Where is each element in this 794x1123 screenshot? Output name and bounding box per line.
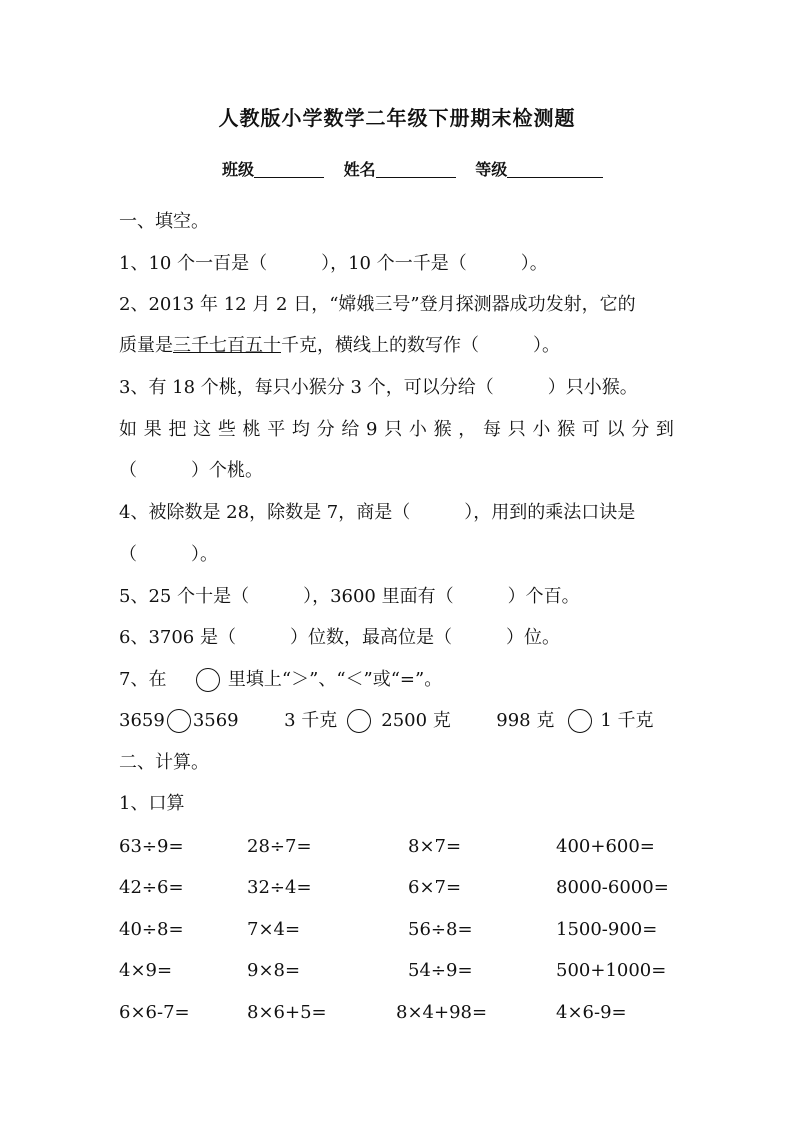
question-7	[119, 668, 442, 692]
question-3-line3: （ ）个桃。	[119, 460, 263, 481]
calc-item: 8000-6000=	[556, 877, 669, 898]
q3-char: 如	[119, 419, 137, 440]
question-2-line1: 2、2013 年 12 月 2 日，“嫦娥三号”登月探测器成功发射，它的	[119, 294, 636, 315]
calc-item: 4×6-9=	[556, 1002, 627, 1023]
q3-char: 均	[291, 419, 310, 440]
q3-char: 给	[341, 419, 360, 440]
question-3-line2	[119, 418, 674, 442]
name-label: 姓名	[343, 160, 376, 179]
section1-heading: 一、填空。	[119, 211, 209, 232]
question-6: 6、3706 是（ ）位数，最高位是（ ）位。	[119, 627, 560, 648]
calc-item: 8×6+5=	[247, 1002, 327, 1023]
compare-row	[119, 709, 654, 733]
q3-char: 平	[267, 419, 286, 440]
compare-1-left: 3659	[119, 710, 165, 731]
compare-2-circle[interactable]	[347, 709, 371, 733]
student-info-line	[222, 157, 617, 180]
calc-item: 32÷4=	[247, 877, 312, 898]
question-5: 5、25 个十是（ ），3600 里面有（ ）个百。	[119, 586, 580, 607]
q3-char: 果	[143, 419, 162, 440]
calc-item: 8×7=	[408, 836, 462, 857]
q7-post: 里填上“＞”、“＜”或“=”。	[227, 669, 443, 690]
calc-item: 6×7=	[408, 877, 462, 898]
question-3-line1: 3、有 18 个桃，每只小猴分 3 个，可以分给（ ）只小猴。	[119, 377, 638, 398]
q3-char: 桃	[242, 419, 261, 440]
q3-char: 只	[384, 419, 403, 440]
compare-2-left: 3 千克	[284, 710, 338, 731]
calc-item: 42÷6=	[119, 877, 184, 898]
class-label: 班级	[222, 160, 255, 179]
q3-char: 以	[606, 419, 625, 440]
q2-pre: 质量是	[119, 335, 173, 356]
page-title: 人教版小学数学二年级下册期末检测题	[218, 106, 576, 130]
question-4-line1: 4、被除数是 28，除数是 7，商是（ ），用到的乘法口诀是	[119, 502, 636, 523]
q3-char: 小	[408, 419, 427, 440]
grade-label: 等级	[475, 160, 508, 179]
calc-item: 63÷9=	[119, 836, 184, 857]
calc-item: 54÷9=	[408, 960, 473, 981]
calc-item: 1500-900=	[556, 919, 658, 940]
q3-char: 猴	[557, 419, 576, 440]
compare-3-right: 1 千克	[600, 710, 654, 731]
q3-char: 分	[316, 419, 335, 440]
q2-underlined-number: 三千七百五十	[173, 335, 281, 356]
question-1: 1、10 个一百是（ ），10 个一千是（ ）。	[119, 253, 548, 274]
grade-blank[interactable]	[507, 161, 603, 178]
q3-char: 每	[483, 419, 501, 440]
calc-item: 56÷8=	[408, 919, 473, 940]
compare-3-circle[interactable]	[568, 709, 592, 733]
compare-1-right: 3569	[192, 710, 239, 731]
calc-item: 8×4+98=	[396, 1002, 488, 1023]
q3-char: 可	[581, 419, 600, 440]
q3-char: 小	[532, 419, 551, 440]
calc-item: 40÷8=	[119, 919, 184, 940]
circle-icon	[196, 668, 220, 692]
calc-item: 400+600=	[556, 836, 655, 857]
calc-item: 4×9=	[119, 960, 173, 981]
compare-3-left: 998 克	[496, 710, 555, 731]
q3-char: ，	[458, 419, 477, 440]
q3-char: 分	[631, 419, 650, 440]
q2-post: 千克，横线上的数写作（ ）。	[281, 335, 560, 356]
q3-char: 到	[655, 419, 674, 440]
calc-item: 9×8=	[247, 960, 301, 981]
q3-char: 只	[507, 419, 526, 440]
name-blank[interactable]	[376, 161, 456, 178]
class-blank[interactable]	[254, 161, 324, 178]
calc-item: 28÷7=	[247, 836, 312, 857]
calc-item: 500+1000=	[556, 960, 667, 981]
q3-char: 9	[366, 419, 378, 440]
section2-heading: 二、计算。	[119, 752, 209, 773]
q3-char: 把	[168, 419, 187, 440]
question-4-line2: （ ）。	[119, 544, 218, 565]
calc-item: 6×6-7=	[119, 1002, 190, 1023]
compare-1-circle[interactable]	[167, 709, 191, 733]
q3-char: 些	[217, 419, 236, 440]
q3-char: 这	[193, 419, 212, 440]
compare-2-right: 2500 克	[381, 710, 451, 731]
calc-item: 7×4=	[247, 919, 301, 940]
q7-pre: 7、在	[119, 669, 167, 690]
question-2-line2	[119, 334, 560, 358]
q3-char: 猴	[433, 419, 452, 440]
section2-sub1: 1、口算	[119, 793, 185, 814]
